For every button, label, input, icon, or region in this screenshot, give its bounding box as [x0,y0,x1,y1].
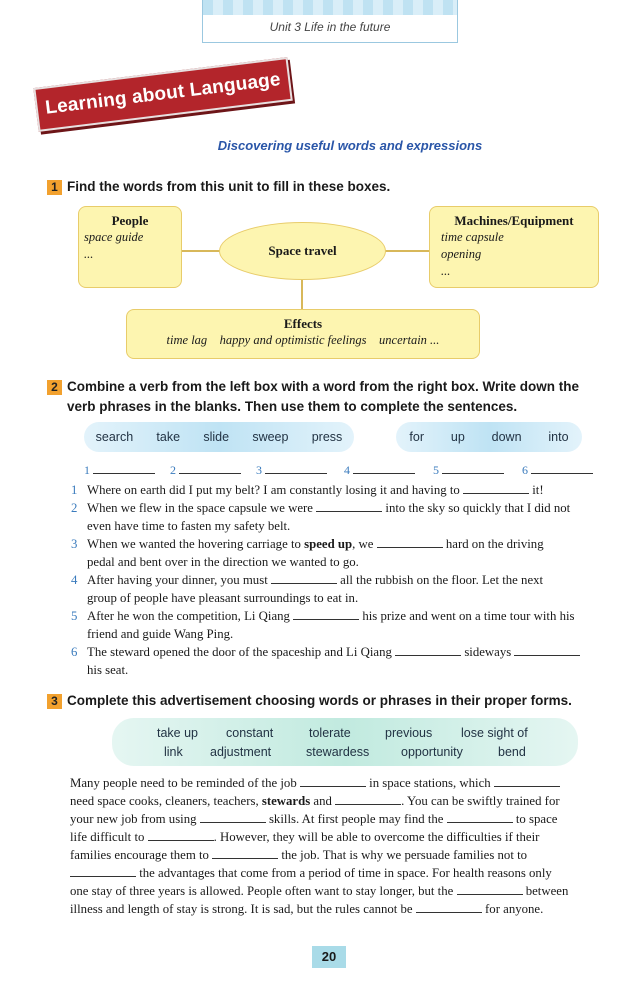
effects-heading: Effects [283,316,323,331]
machines-item: ... [441,264,451,278]
particle-word: down [491,430,522,444]
exercise-number: 1 [47,180,62,195]
sentence-item: 5 After he won the competition, Li Qiang his prize and went on a time tour with his friend and guide Wang Ping. [71,609,575,641]
fill-blank[interactable] [316,499,382,512]
sentence-item: 4 After having your dinner, you must all the rubbish on the floor. Let the next group of people have pleasant surroundings to eat in. [71,573,544,605]
effects-items: time lag happy and optimistic feelings uncertain ... [166,333,440,347]
fill-blank[interactable] [148,828,214,841]
word-bank-item: lose sight of [461,726,528,740]
fill-blank[interactable] [416,900,482,913]
verb-word: search [95,430,134,444]
word-bank-item: opportunity [401,745,463,759]
ad-line: Many people need to be reminded of the job in space stations, which [70,774,610,792]
verb-word: press [311,430,343,444]
machines-box [429,206,599,288]
sentence-item: 6 The steward opened the door of the spaceship and Li Qiang sideways his seat. [71,643,611,679]
answer-blank[interactable] [265,463,327,474]
word-bank-item: stewardess [306,745,370,759]
fill-blank[interactable] [377,535,443,548]
fill-blank[interactable] [70,864,136,877]
exercise-1-title: 1 Find the words from this unit to fill in these boxes. [47,178,390,196]
ad-line: need space cooks, cleaners, teachers, stewards and . You can be swiftly trained for [70,794,560,808]
word-bank-item: bend [498,745,526,759]
verb-box [84,422,354,452]
sentence-list [71,481,611,679]
effects-box [126,309,480,359]
fill-blank[interactable] [271,571,337,584]
verb-word: sweep [252,430,289,444]
machines-item: opening [441,247,482,261]
sentence-item: 1 Where on earth did I put my belt? I am constantly losing it and having to it! [71,483,544,497]
answer-blank[interactable] [179,463,241,474]
exercise-number: 3 [47,694,62,709]
fill-blank[interactable] [457,882,523,895]
fill-blank[interactable] [447,810,513,823]
particle-word: up [450,430,465,444]
fill-blank[interactable] [494,774,560,787]
answer-blank[interactable] [531,463,593,474]
machines-item: time capsule [441,230,504,244]
fill-blank[interactable] [395,643,461,656]
particle-box [396,422,582,452]
answer-blank[interactable] [353,463,415,474]
ad-line: one stay of three years is allowed. People often want to stay longer, but the between [70,884,569,898]
people-box [78,206,182,288]
sentence-item: 2 When we flew in the space capsule we were into the sky so quickly that I did not even have time to fasten my safety belt. [71,501,571,533]
answer-blank[interactable] [442,463,504,474]
connector-line [182,250,222,252]
page-number: 20 [312,946,346,968]
ad-line: families encourage them to the job. That is why we persuade families not to [70,848,528,862]
fill-blank[interactable] [212,846,278,859]
ad-line: life difficult to . However, they will be able to overcome the difficulties if their [70,830,540,844]
fill-blank[interactable] [463,481,529,494]
sentence-item: 3 When we wanted the hovering carriage to speed up, we hard on the driving pedal and bent over in the direction we wanted to go. [71,537,544,569]
section-banner [33,57,292,132]
ad-line: the advantages that come from a period of time in space. For health reasons only [70,864,610,882]
exercise-3-title: 3 Complete this advertisement choosing words or phrases in their proper forms. [47,692,572,710]
ad-line: illness and length of stay is strong. It is sad, but the rules cannot be for anyone. [70,902,544,916]
word-bank-item: link [164,745,183,759]
advertisement-text [70,774,610,918]
verb-word: slide [203,430,230,444]
connector-line [301,278,303,310]
ad-line: your new job from using skills. At first people may find the to space [70,812,558,826]
wave-decoration [203,0,457,15]
exercise-number: 2 [47,380,62,395]
fill-blank[interactable] [300,774,366,787]
answer-blank[interactable] [93,463,155,474]
word-bank-item: previous [385,726,433,740]
people-item: space guide [84,230,144,244]
center-node: Space travel [219,222,386,280]
unit-header [202,0,458,43]
machines-heading: Machines/Equipment [454,213,574,228]
word-bank-item: adjustment [210,745,272,759]
particle-word: into [548,430,569,444]
word-bank-item: take up [157,726,199,740]
word-bank [112,718,578,766]
connector-line [384,250,430,252]
unit-title: Unit 3 Life in the future [269,20,391,34]
section-subtitle: Discovering useful words and expressions [217,138,483,153]
people-item: ... [84,247,94,261]
word-bank-item: tolerate [309,726,351,740]
fill-blank[interactable] [514,643,580,656]
fill-blank[interactable] [293,607,359,620]
fill-blank[interactable] [335,792,401,805]
verb-word: take [156,430,181,444]
banner-title: Learning about Language [44,69,282,119]
word-bank-item: constant [226,726,274,740]
fill-blank[interactable] [200,810,266,823]
exercise-2-title: 2 Combine a verb from the left box with a word from the right box. Write down the verb phrases in the blanks. Then use them to complete the sentences. [47,377,617,417]
particle-word: for [409,430,425,444]
people-heading: People [111,213,149,228]
